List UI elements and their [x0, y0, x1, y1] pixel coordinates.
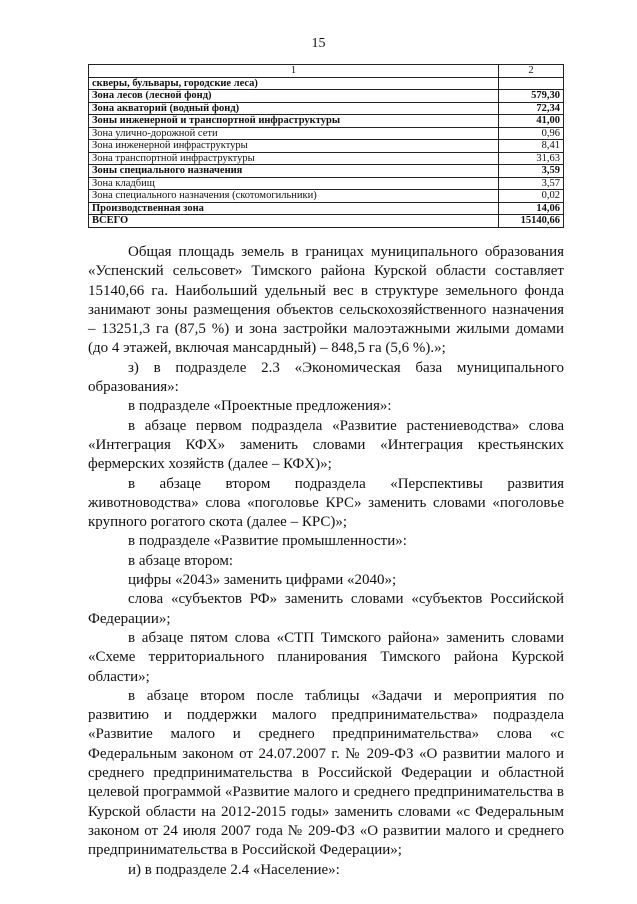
land-zones-table [88, 64, 564, 228]
paragraph-crop-farming: в абзаце первом подраздела «Развитие растениеводства» слова «Интеграция КФХ» заменить словами «Интеграция крестьянских фермерских хозяйств (далее – КФХ)»; [88, 417, 564, 473]
table-row [89, 77, 564, 90]
table-header-cell: 1 [89, 65, 499, 78]
table-row [89, 90, 564, 103]
table-header-cell: 2 [499, 65, 564, 78]
table-row [89, 102, 564, 115]
zone-name-cell: Зона акваторий (водный фонд) [89, 102, 499, 115]
table-row [89, 215, 564, 228]
table-row [89, 190, 564, 203]
zone-name-cell: Зона специального назначения (скотомогильники) [89, 190, 499, 203]
zone-area-cell: 8,41 [499, 140, 564, 153]
zone-area-cell: 41,00 [499, 115, 564, 128]
table-row [89, 177, 564, 190]
paragraph-total-area: Общая площадь земель в границах муниципального образования «Успенский сельсовет» Тимского района Курской области составляет 15140,66 га. Наибольший удельный вес в структуре земельного фонда занимают зоны размещения объектов сельскохозяйственного назначения – 13251,3 га (87,5 %) и зона застройки малоэтажными жилыми домами (до 4 этажей, включая мансардный) – 848,5 га (5,6 %).»; [88, 244, 564, 357]
paragraph-subjects: слова «субъектов РФ» заменить словами «субъектов Российской Федерации»; [88, 591, 564, 627]
paragraph-small-business: в абзаце втором после таблицы «Задачи и мероприятия по развитию и поддержки малого предпринимательства» подраздела «Развитие малого и среднего предпринимательства» слова «с Федеральным законом от 24.07.2007 г. № 209-ФЗ «О развитии малого и среднего предпринимательства в Российской Федерации и областной целевой программой «Развитие малого и среднего предпринимательства в Курской области на 2012-2015 годы» заменить словами «с Федеральным законом от 24 июля 2007 года № 209-ФЗ «О развитии малого и среднего предпринимательства в Российской Федерации»; [88, 687, 564, 859]
zone-name-cell: ВСЕГО [89, 215, 499, 228]
paragraph-industry: в подразделе «Развитие промышленности»: [128, 533, 407, 550]
zone-area-cell: 3,57 [499, 177, 564, 190]
zone-area-cell: 31,63 [499, 152, 564, 165]
paragraph-proposals: в подразделе «Проектные предложения»: [128, 398, 392, 415]
document-body [88, 243, 564, 880]
paragraph-digits: цифры «2043» заменить цифрами «2040»; [128, 572, 397, 589]
paragraph-population: и) в подразделе 2.4 «Население»: [128, 861, 340, 878]
zone-name-cell: скверы, бульвары, городские леса) [89, 77, 499, 90]
zone-name-cell: Зоны инженерной и транспортной инфраструктуры [89, 115, 499, 128]
table-row [89, 115, 564, 128]
zone-area-cell: 0,02 [499, 190, 564, 203]
zone-area-cell [499, 77, 564, 90]
zone-name-cell: Зона улично-дорожной сети [89, 127, 499, 140]
paragraph-livestock: в абзаце втором подраздела «Перспективы развития животноводства» слова «поголовье КРС» заменить словами «поголовье крупного рогатого скота (далее – КРС)»; [88, 475, 564, 531]
paragraph-fifth-para: в абзаце пятом слова «СТП Тимского района» заменить словами «Схеме территориального планирования Тимского района Курской области»; [88, 629, 564, 685]
zone-area-cell: 0,96 [499, 127, 564, 140]
zone-name-cell: Производственная зона [89, 202, 499, 215]
paragraph-subsection-2-3: з) в подразделе 2.3 «Экономическая база муниципального образования»: [88, 359, 564, 396]
zone-name-cell: Зона инженерной инфраструктуры [89, 140, 499, 153]
table-row [89, 165, 564, 178]
zone-area-cell: 579,30 [499, 90, 564, 103]
zone-area-cell: 72,34 [499, 102, 564, 115]
zone-area-cell: 14,06 [499, 202, 564, 215]
paragraph-second-para: в абзаце втором: [128, 552, 234, 569]
zone-area-cell: 15140,66 [499, 215, 564, 228]
zone-name-cell: Зона транспортной инфраструктуры [89, 152, 499, 165]
table-row [89, 127, 564, 140]
table-row [89, 152, 564, 165]
table-row [89, 202, 564, 215]
zone-name-cell: Зона кладбищ [89, 177, 499, 190]
zone-name-cell: Зоны специального назначения [89, 165, 499, 178]
table-header-row [89, 65, 564, 78]
page-number: 15 [311, 36, 326, 51]
zone-area-cell: 3,59 [499, 165, 564, 178]
zone-name-cell: Зона лесов (лесной фонд) [89, 90, 499, 103]
table-row [89, 140, 564, 153]
